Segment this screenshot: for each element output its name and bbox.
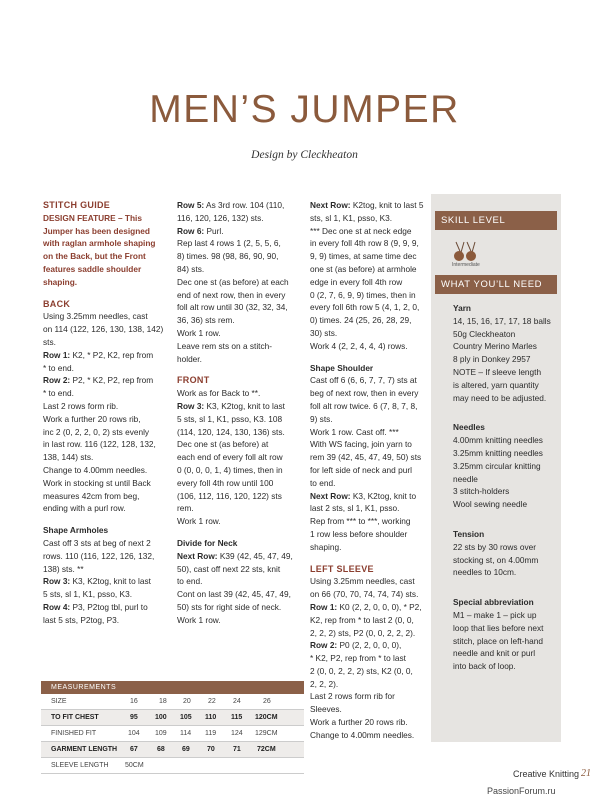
measurements-heading: MEASUREMENTS — [41, 681, 304, 694]
pattern-line: on 66 (70, 70, 74, 74, 74) sts. — [310, 589, 419, 600]
row-label: SLEEVE LENGTH — [51, 762, 109, 769]
row-label: Next Row: — [177, 550, 218, 561]
pattern-line: beg of next row, then in every — [310, 388, 419, 399]
materials-line: 14, 15, 16, 17, 17, 18 balls — [453, 315, 551, 326]
row-label: Row 5: — [177, 200, 205, 210]
left-sleeve-heading: LEFT SLEEVE — [310, 563, 374, 574]
abbreviation-heading: Special abbreviation — [453, 597, 534, 608]
table-cell: 114 — [180, 730, 192, 737]
skill-level-heading: SKILL LEVEL — [435, 211, 557, 230]
pattern-line: 2 (0, 0, 2, 2, 2) sts, K2 (0, 0, — [310, 665, 413, 676]
pattern-line — [177, 550, 302, 563]
pattern-line: 30) sts. — [310, 327, 338, 338]
pattern-line: Sleeves. — [310, 704, 342, 715]
pattern-line: each end of every foll alt row — [177, 452, 283, 463]
table-cell: 71 — [233, 746, 241, 753]
pattern-line: Work 1 row. — [177, 614, 221, 625]
table-row — [41, 742, 304, 758]
pattern-line: Cont on last 39 (42, 45, 47, 49, — [177, 589, 291, 600]
row-label: FINISHED FIT — [51, 730, 97, 737]
pattern-line: Using 3.25mm needles, cast — [310, 576, 415, 587]
pattern-line: 138, 144) sts. — [43, 452, 94, 463]
table-cell: 70 — [207, 746, 215, 753]
back-heading: BACK — [43, 298, 71, 309]
front-heading: FRONT — [177, 375, 210, 386]
pattern-line: With WS facing, join yarn to — [310, 439, 412, 450]
pattern-line: foll alt row twice. 6 (7, 8, 7, 8, — [310, 400, 418, 411]
row-text: K3, K2tog, knit to last — [70, 576, 151, 587]
row-label: Next Row: — [310, 490, 351, 501]
design-feature-line: with raglan armhole shaping — [43, 238, 156, 249]
pattern-line: 0 (2, 7, 6, 9, 9) times, then in — [310, 289, 416, 300]
pattern-line: Work 1 row. — [177, 327, 221, 338]
pattern-line: 36, 36) sts rem. — [177, 315, 235, 326]
what-you-need-heading: WHAT YOU’LL NEED — [435, 275, 557, 294]
pattern-line: Using 3.25mm needles, cast — [43, 311, 148, 322]
pattern-line: one st (as before) at armhole — [310, 263, 417, 274]
pattern-line: 2, 2, 2). — [310, 678, 339, 689]
pattern-line: rem 39 (42, 45, 47, 49, 50) sts — [310, 452, 422, 463]
materials-line: stitch, place on left-hand — [453, 635, 543, 646]
pattern-line: sts, sl 1, K1, psso, K3. — [310, 212, 393, 223]
materials-line: stocking st, on 4.00mm — [453, 554, 539, 565]
column-1 — [43, 199, 168, 627]
pattern-line: Work in stocking st until Back — [43, 477, 151, 488]
pattern-line — [310, 490, 430, 503]
pattern-line: holder. — [177, 353, 202, 364]
materials-line: 50g Cleckheaton — [453, 328, 516, 339]
design-feature-line: on the Back, but the Front — [43, 251, 146, 262]
materials-line: Country Merino Marles — [453, 341, 537, 352]
row-text: As 3rd row. 104 (110, — [204, 200, 285, 210]
table-cell: 120CM — [255, 714, 278, 721]
materials-line: may need to be adjusted. — [453, 392, 547, 403]
materials-line: 3 stitch-holders — [453, 486, 510, 497]
materials-line: is altered, yarn quantity — [453, 379, 539, 390]
row-text: P0 (2, 2, 0, 0, 0), — [337, 640, 402, 651]
pattern-line: 0) times. 24 (25, 26, 28, 29, — [310, 315, 412, 326]
table-cell: 119 — [205, 730, 217, 737]
row-label: Row 1: — [43, 349, 71, 360]
pattern-line: to end. — [177, 576, 203, 587]
pattern-line — [310, 639, 430, 652]
pattern-line — [177, 225, 302, 238]
tension-heading: Tension — [453, 528, 485, 539]
pattern-line — [43, 349, 168, 362]
pattern-line: Cast off 3 sts at beg of next 2 — [43, 537, 151, 548]
materials-line: M1 – make 1 – pick up — [453, 609, 537, 620]
table-cell: 20 — [183, 698, 191, 705]
table-row — [41, 710, 304, 726]
materials-line: 3.25mm circular knitting — [453, 460, 541, 471]
row-text: P2, * K2, P2, rep from — [70, 375, 154, 386]
shape-shoulder-heading: Shape Shoulder — [310, 362, 374, 373]
yarn-balls-icon — [452, 240, 478, 262]
pattern-line: 50) sts for right side of neck. — [177, 601, 282, 612]
design-feature-line: DESIGN FEATURE – This — [43, 212, 142, 223]
row-text: P3, P2tog tbl, purl to — [70, 601, 148, 612]
pattern-line: (114, 120, 124, 130, 136) sts. — [177, 426, 285, 437]
pattern-line: Cast off 6 (6, 6, 7, 7, 7) sts at — [310, 375, 417, 386]
pattern-line: rem. — [177, 503, 194, 514]
table-cell: 22 — [208, 698, 216, 705]
pattern-line: shaping. — [310, 541, 342, 552]
design-feature-line: features saddle shoulder — [43, 263, 142, 274]
pattern-line: 5 sts, sl 1, K1, psso, K3. 108 — [177, 413, 283, 424]
table-cell: 24 — [233, 698, 241, 705]
pattern-line: 9) sts. — [310, 413, 333, 424]
pattern-line: Work a further 20 rows rib, — [43, 413, 141, 424]
materials-line: needle and knit or purl — [453, 648, 536, 659]
row-label: SIZE — [51, 698, 67, 705]
design-feature-line: Jumper has been designed — [43, 225, 150, 236]
row-text: K3, K2tog, knit to — [350, 490, 417, 501]
materials-line: into back of loop. — [453, 661, 516, 672]
row-text: Purl. — [204, 225, 224, 236]
row-label: TO FIT CHEST — [51, 714, 99, 721]
table-cell: 95 — [130, 714, 138, 721]
row-label: Row 2: — [310, 640, 338, 651]
table-cell: 68 — [157, 746, 165, 753]
pattern-line: (106, 112, 116, 120, 122) sts — [177, 490, 282, 501]
pattern-line: Work 1 row. — [177, 516, 221, 527]
pattern-line: 138) sts. ** — [43, 563, 84, 574]
row-label: Row 4: — [43, 601, 71, 612]
materials-line: 3.25mm knitting needles — [453, 447, 543, 458]
materials-line: needles to 10cm. — [453, 567, 517, 578]
pattern-line: sts. — [43, 336, 56, 347]
pattern-line: Leave rem sts on a stitch- — [177, 340, 272, 351]
shape-armholes-heading: Shape Armholes — [43, 525, 109, 536]
table-cell: 67 — [130, 746, 138, 753]
table-cell: 115 — [231, 714, 243, 721]
page-number: 21 — [581, 768, 591, 779]
table-row — [41, 758, 304, 774]
measurements-table — [41, 681, 304, 774]
pattern-line: every foll 4th row until 100 — [177, 477, 274, 488]
pattern-line: Last 2 rows form rib. — [43, 400, 119, 411]
row-label: Next Row: — [310, 200, 351, 210]
pattern-line: * to end. — [43, 388, 74, 399]
materials-line: 22 sts by 30 rows over — [453, 541, 537, 552]
row-label: Row 3: — [43, 576, 71, 587]
pattern-line: last 5 sts, P2tog, P3. — [43, 614, 120, 625]
needles-heading: Needles — [453, 422, 485, 433]
table-row — [41, 726, 304, 742]
pattern-line: Work 4 (2, 2, 4, 4, 4) rows. — [310, 340, 408, 351]
pattern-line: *** Dec one st at neck edge — [310, 225, 412, 236]
pattern-line: * K2, P2, rep from * to last — [310, 653, 406, 664]
column-3 — [310, 199, 430, 742]
row-label: Row 2: — [43, 375, 71, 386]
pattern-line: Work a further 20 rows rib. — [310, 717, 408, 728]
pattern-line: Work as for Back to **. — [177, 388, 261, 399]
pattern-line: 84) sts. — [177, 263, 205, 274]
row-text: K3, K2tog, knit to last — [204, 400, 285, 411]
pattern-line: Work 1 row. Cast off. *** — [310, 426, 399, 437]
pattern-line: inc 2 (0, 2, 2, 0, 2) sts evenly — [43, 426, 150, 437]
materials-line: Wool sewing needle — [453, 499, 528, 510]
pattern-line: 2, 2, 2) sts, P2 (0, 0, 2, 2, 2). — [310, 627, 416, 638]
table-cell: 18 — [159, 698, 167, 705]
pattern-line: edge in every foll 4th row — [310, 276, 403, 287]
pattern-line: measures 42cm from beg, — [43, 490, 140, 501]
pattern-line: in last row. 116 (122, 128, 132, — [43, 439, 156, 450]
table-cell: 26 — [263, 698, 271, 705]
pattern-line: ending with a purl row. — [43, 503, 126, 514]
table-cell: 124 — [231, 730, 243, 737]
pattern-line: every foll 6th row 5 (4, 1, 2, 0, — [310, 302, 420, 313]
divide-neck-heading: Divide for Neck — [177, 537, 238, 548]
pattern-line: on 114 (122, 126, 130, 138, 142) — [43, 324, 164, 335]
table-cell: 104 — [128, 730, 140, 737]
table-cell: 16 — [130, 698, 138, 705]
pattern-line: 5 sts, sl 1, K1, psso, K3. — [43, 589, 133, 600]
table-cell: 69 — [182, 746, 190, 753]
pattern-line: 116, 120, 126, 132) sts. — [177, 212, 264, 223]
pattern-line: rows. 110 (116, 122, 126, 132, — [43, 550, 155, 561]
pattern-line: 8) times. 98 (98, 86, 90, 90, — [177, 251, 279, 262]
designer-byline: Design by Cleckheaton — [251, 149, 358, 161]
page-title: MEN’S JUMPER — [149, 88, 460, 131]
pattern-line: 50), cast off next 22 sts, knit — [177, 563, 281, 574]
row-label: Row 6: — [177, 225, 205, 236]
pattern-line — [43, 374, 168, 387]
pattern-line — [43, 601, 168, 614]
pattern-line — [310, 601, 430, 614]
materials-line: needle — [453, 473, 478, 484]
skill-level-label: Intermediate — [452, 262, 480, 268]
pattern-line: * to end. — [43, 362, 74, 373]
materials-line: NOTE – If sleeve length — [453, 366, 542, 377]
materials-line: 4.00mm knitting needles — [453, 435, 543, 446]
column-2 — [177, 199, 302, 627]
pattern-line: Change to 4.00mm needles. — [43, 464, 148, 475]
row-label: GARMENT LENGTH — [51, 746, 118, 753]
table-cell: 110 — [205, 714, 217, 721]
table-cell: 72CM — [257, 746, 276, 753]
materials-list — [453, 302, 559, 673]
pattern-line: 0 (0, 0, 0, 1, 4) times, then in — [177, 464, 283, 475]
pattern-line: Dec one st (as before) at each — [177, 276, 289, 287]
pattern-line: 1 row less before shoulder — [310, 528, 408, 539]
pattern-line: end of next row, then in every — [177, 289, 286, 300]
table-cell: 109 — [155, 730, 167, 737]
pattern-line: for left side of neck and purl — [310, 464, 412, 475]
table-cell: 50CM — [125, 762, 144, 769]
yarn-heading: Yarn — [453, 303, 471, 313]
pattern-line: foll alt row until 30 (32, 32, 34, — [177, 302, 288, 313]
pattern-line: Change to 4.00mm needles. — [310, 729, 415, 740]
pattern-line — [43, 575, 168, 588]
pattern-line: Last 2 rows form rib for — [310, 691, 395, 702]
table-cell: 105 — [180, 714, 192, 721]
watermark-text: PassionForum.ru — [487, 786, 556, 796]
pattern-line: last 2 sts, sl 1, K1, psso. — [310, 503, 400, 514]
design-feature-line: shaping. — [43, 276, 78, 287]
pattern-line — [177, 400, 302, 413]
row-label: Row 3: — [177, 400, 205, 411]
table-cell: 100 — [155, 714, 167, 721]
magazine-name: Creative Knitting — [513, 769, 580, 779]
pattern-line: to end. — [310, 477, 336, 488]
row-text: K0 (2, 2, 0, 0, 0), * P2, — [337, 601, 422, 612]
table-cell: 129CM — [255, 730, 278, 737]
row-text: K2, * P2, K2, rep from — [70, 349, 154, 360]
pattern-line — [177, 199, 302, 212]
pattern-line: Rep last 4 rows 1 (2, 5, 5, 6, — [177, 238, 281, 249]
materials-line: 8 ply in Donkey 2957 — [453, 354, 531, 365]
pattern-line: 9, 9) times, at same time dec — [310, 251, 417, 262]
pattern-line — [310, 199, 430, 212]
pattern-line: in every foll 4th row 8 (9, 9, 9, — [310, 238, 419, 249]
pattern-line: Dec one st (as before) at — [177, 439, 269, 450]
row-text: K2tog, knit to last 5 — [350, 200, 424, 210]
materials-line: loop that lies before next — [453, 622, 544, 633]
table-row — [41, 694, 304, 710]
pattern-line: K2, rep from * to last 2 (0, 0, — [310, 614, 414, 625]
row-text: K39 (42, 45, 47, 49, — [217, 550, 293, 561]
pattern-line: Rep from *** to ***, working — [310, 516, 411, 527]
row-label: Row 1: — [310, 601, 338, 612]
stitch-guide-heading: STITCH GUIDE — [43, 200, 111, 210]
